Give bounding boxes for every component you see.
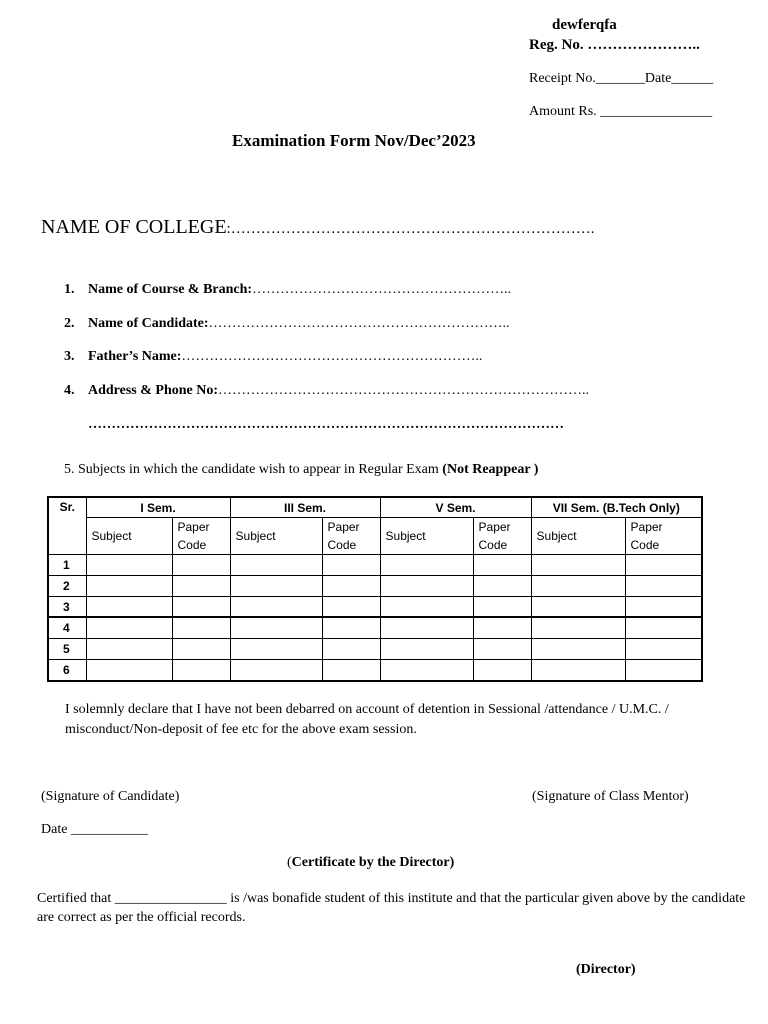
field-label: Address & Phone No: (88, 383, 219, 398)
row-number: 1 (48, 555, 86, 576)
paper-code-cell[interactable] (473, 555, 531, 576)
paper-code-header: Paper Code (172, 518, 230, 555)
candidate-signature-label: (Signature of Candidate) (41, 789, 180, 804)
field-address-phone (64, 383, 589, 399)
paper-code-cell[interactable] (473, 660, 531, 681)
paper-code-cell[interactable] (473, 596, 531, 617)
field-number: 3. (64, 349, 75, 364)
column-header-row (48, 518, 702, 555)
college-dots: :………………………………………………………………. (226, 221, 595, 237)
table-row (48, 575, 702, 596)
subject-cell[interactable] (86, 555, 172, 576)
subject-header: Subject (531, 518, 625, 555)
certificate-open-paren: ( (287, 855, 292, 870)
subject-cell[interactable] (86, 639, 172, 660)
amount-line: Amount Rs. ________________ (529, 104, 713, 119)
paper-code-cell[interactable] (172, 555, 230, 576)
subject-cell[interactable] (230, 660, 322, 681)
certificate-title: Certificate by the Director) (291, 855, 455, 870)
subject-header: Subject (230, 518, 322, 555)
declaration-text: I solemnly declare that I have not been debarred on account of detention in Sessional /attendance / U.M.C. / misconduct/Non-deposit of fee etc for the above exam session. (65, 702, 669, 737)
registration-number: Reg. No. ………………….. (529, 37, 700, 53)
paper-code-cell[interactable] (625, 596, 702, 617)
table-row (48, 555, 702, 576)
sr-header: Sr. (48, 497, 86, 555)
certification-text: Certified that ________________ is /was bonafide student of this institute and that the particular given above by the candidate are correct as per the official records. (37, 891, 746, 925)
subject-cell[interactable] (380, 575, 473, 596)
paper-code-cell[interactable] (625, 575, 702, 596)
paper-code-cell[interactable] (172, 575, 230, 596)
paper-code-cell[interactable] (625, 639, 702, 660)
page-title: Examination Form Nov/Dec’2023 (232, 131, 476, 150)
subject-header: Subject (86, 518, 172, 555)
row-number: 4 (48, 617, 86, 638)
row-number: 2 (48, 575, 86, 596)
subject-cell[interactable] (380, 555, 473, 576)
paper-code-cell[interactable] (172, 660, 230, 681)
not-reappear-note: (Not Reappear ) (442, 462, 539, 477)
paper-code-cell[interactable] (172, 639, 230, 660)
sem-5-header: V Sem. (380, 497, 531, 518)
subject-cell[interactable] (86, 575, 172, 596)
field-father-name (64, 349, 482, 365)
field-label: Name of Course & Branch: (88, 282, 253, 297)
subject-cell[interactable] (380, 617, 473, 638)
table-row (48, 596, 702, 617)
mentor-signature-label: (Signature of Class Mentor) (532, 789, 689, 804)
table-row (48, 639, 702, 660)
subject-cell[interactable] (531, 596, 625, 617)
paper-code-cell[interactable] (322, 639, 380, 660)
college-name-line (41, 216, 594, 239)
date-line: Date ___________ (41, 822, 148, 837)
paper-code-header: Paper Code (473, 518, 531, 555)
college-label: NAME OF COLLEGE (41, 216, 227, 238)
table-row (48, 660, 702, 681)
subject-cell[interactable] (230, 596, 322, 617)
semester-header-row (48, 497, 702, 518)
field-dots: …………………………………………………………………….. (218, 383, 590, 398)
sem-7-header: VII Sem. (B.Tech Only) (531, 497, 702, 518)
subjects-instruction (64, 462, 538, 478)
subject-header: Subject (380, 518, 473, 555)
row-number: 5 (48, 639, 86, 660)
address-continuation-line: ………………………………………………………………………………………… (88, 417, 564, 432)
subject-cell[interactable] (86, 617, 172, 638)
field-number: 1. (64, 282, 75, 297)
paper-code-cell[interactable] (172, 617, 230, 638)
paper-code-cell[interactable] (625, 617, 702, 638)
paper-code-cell[interactable] (322, 596, 380, 617)
subject-cell[interactable] (380, 596, 473, 617)
field-dots: ……………………………………………………….. (208, 316, 510, 331)
subject-cell[interactable] (380, 660, 473, 681)
subject-cell[interactable] (531, 639, 625, 660)
field-course-branch (64, 282, 511, 298)
subject-cell[interactable] (531, 660, 625, 681)
paper-code-cell[interactable] (322, 617, 380, 638)
field-candidate-name (64, 316, 510, 332)
paper-code-cell[interactable] (473, 575, 531, 596)
subject-cell[interactable] (531, 617, 625, 638)
certificate-heading (287, 855, 454, 871)
paper-code-cell[interactable] (322, 555, 380, 576)
subject-cell[interactable] (86, 596, 172, 617)
subject-cell[interactable] (230, 639, 322, 660)
subject-cell[interactable] (230, 575, 322, 596)
row-number: 3 (48, 596, 86, 617)
field-label: Father’s Name: (88, 349, 182, 364)
paper-code-cell[interactable] (625, 555, 702, 576)
paper-code-cell[interactable] (473, 617, 531, 638)
subjects-table (47, 496, 703, 682)
subject-cell[interactable] (230, 617, 322, 638)
top-name-label: dewferqfa (552, 17, 617, 33)
director-signature-label: (Director) (576, 962, 636, 977)
paper-code-cell[interactable] (625, 660, 702, 681)
subject-cell[interactable] (86, 660, 172, 681)
paper-code-cell[interactable] (322, 660, 380, 681)
paper-code-header: Paper Code (625, 518, 702, 555)
paper-code-header: Paper Code (322, 518, 380, 555)
field-label: Name of Candidate: (88, 316, 209, 331)
subject-cell[interactable] (380, 639, 473, 660)
field-number: 2. (64, 316, 75, 331)
field-dots: ……………………………………………….. (252, 282, 512, 297)
sem-1-header: I Sem. (86, 497, 230, 518)
paper-code-cell[interactable] (473, 639, 531, 660)
field-number: 4. (64, 383, 75, 398)
field-dots: ……………………………………………………….. (181, 349, 483, 364)
subject-cell[interactable] (531, 575, 625, 596)
subjects-instruction-text: 5. Subjects in which the candidate wish to appear in Regular Exam (64, 462, 443, 477)
table-row (48, 617, 702, 638)
row-number: 6 (48, 660, 86, 681)
sem-3-header: III Sem. (230, 497, 380, 518)
paper-code-cell[interactable] (322, 575, 380, 596)
subject-cell[interactable] (531, 555, 625, 576)
subject-cell[interactable] (230, 555, 322, 576)
paper-code-cell[interactable] (172, 596, 230, 617)
receipt-date-line: Receipt No._______Date______ (529, 71, 714, 86)
